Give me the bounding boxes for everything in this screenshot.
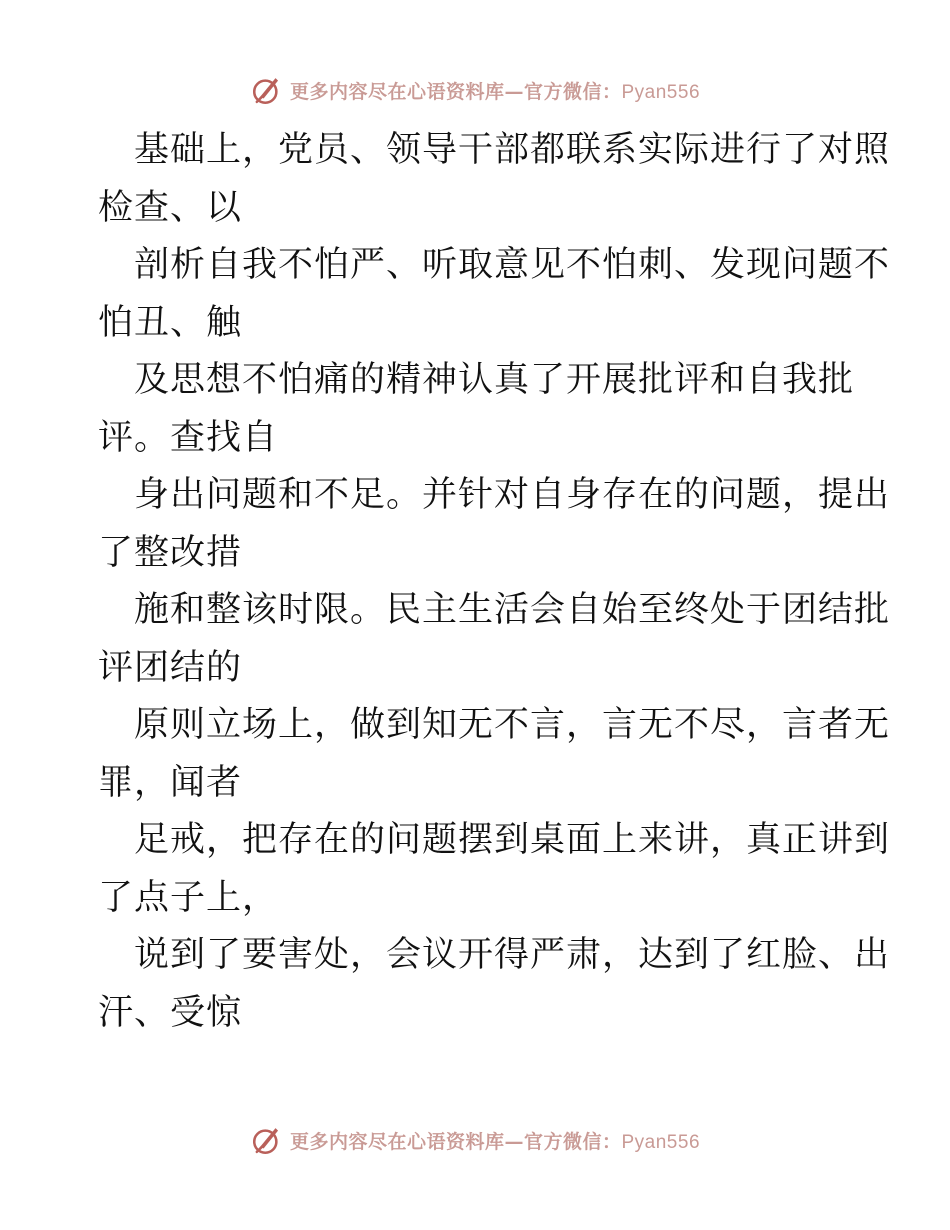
paragraph (98, 812, 891, 927)
paragraph-line: 汗、受惊 (98, 992, 243, 1033)
quill-pen-logo-icon (250, 1123, 284, 1157)
paragraph-line: 评团结的 (98, 647, 243, 688)
paragraph-line: 说到了要害处，会议开得严肃，达到了红脸、出 (134, 935, 891, 975)
paragraph-line: 了点子上， (98, 877, 279, 918)
paragraph (98, 927, 891, 1042)
paragraph (98, 582, 891, 697)
footer-watermark (0, 1120, 950, 1160)
paragraph-line: 身出问题和不足。并针对自身存在的问题，提出 (134, 475, 891, 515)
watermark-text: 更多内容尽在心语资料库—官方微信：Pyan556 (289, 1130, 701, 1153)
paragraph-line: 了整改措 (98, 532, 243, 573)
watermark-text: 更多内容尽在心语资料库—官方微信：Pyan556 (289, 80, 701, 103)
paragraph (98, 467, 891, 582)
document-body (98, 122, 891, 1042)
paragraph-line: 罪，闻者 (98, 762, 243, 803)
paragraph-line: 评。查找自 (98, 417, 279, 458)
paragraph-line: 原则立场上，做到知无不言，言无不尽，言者无 (134, 705, 891, 745)
quill-pen-logo-icon (250, 73, 284, 107)
paragraph (98, 122, 891, 237)
paragraph-line: 足戒，把存在的问题摆到桌面上来讲，真正讲到 (134, 820, 891, 860)
paragraph-line: 及思想不怕痛的精神认真了开展批评和自我批 (134, 360, 855, 400)
paragraph-line: 检查、以 (98, 187, 243, 228)
paragraph (98, 697, 891, 812)
header-watermark (0, 70, 950, 110)
paragraph-line: 怕丑、触 (98, 302, 243, 343)
paragraph (98, 352, 858, 467)
paragraph (98, 237, 891, 352)
paragraph-line: 剖析自我不怕严、听取意见不怕刺、发现问题不 (134, 245, 891, 285)
paragraph-line: 施和整该时限。民主生活会自始至终处于团结批 (134, 590, 891, 630)
paragraph-line: 基础上，党员、领导干部都联系实际进行了对照 (134, 130, 891, 170)
